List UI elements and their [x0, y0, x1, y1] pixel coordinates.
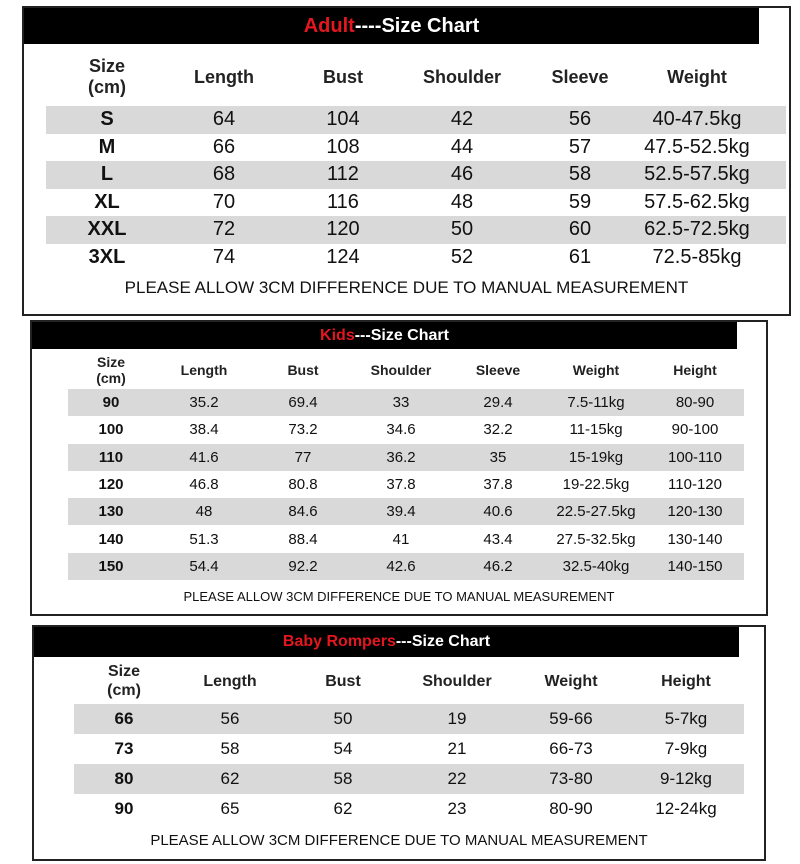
table-cell: 11-15kg — [569, 421, 623, 439]
table-cell: 65 — [220, 799, 240, 818]
header-size-label: Size — [88, 56, 126, 77]
table-cell: 29.4 — [483, 394, 513, 412]
table-cell: 100-110 — [668, 448, 722, 466]
table-cell: 56 — [568, 108, 592, 131]
adult-size-table — [46, 48, 786, 271]
size-cell: 73 — [114, 739, 134, 758]
size-cell: 90 — [102, 394, 120, 412]
table-cell: 32.5-40kg — [562, 557, 630, 575]
table-row — [46, 189, 786, 217]
table-cell: 59 — [568, 190, 592, 213]
table-cell: 77 — [294, 448, 312, 466]
table-body — [46, 106, 786, 271]
table-cell: 33 — [392, 394, 410, 412]
table-header-row — [68, 351, 744, 389]
header-sleeve: Sleeve — [551, 66, 609, 87]
table-cell: 36.2 — [386, 448, 416, 466]
header-length: Length — [203, 672, 257, 690]
header-size-label: Size — [96, 353, 125, 370]
table-cell: 61 — [568, 245, 592, 268]
header-shoulder: Shoulder — [422, 66, 501, 87]
table-body — [68, 389, 744, 580]
header-length: Length — [194, 66, 254, 87]
table-cell: 124 — [326, 245, 360, 268]
table-cell: 88.4 — [288, 530, 318, 548]
table-row — [68, 444, 744, 471]
size-cell: 150 — [98, 557, 124, 575]
header-weight: Weight — [572, 362, 620, 378]
header-bust: Bust — [323, 66, 363, 87]
table-cell: 68 — [212, 163, 236, 186]
table-cell: 42 — [450, 108, 474, 131]
table-cell: 51.3 — [189, 530, 219, 548]
table-row — [74, 704, 744, 734]
table-row — [68, 471, 744, 498]
table-cell: 60 — [568, 218, 592, 241]
table-cell: 19-22.5kg — [562, 476, 630, 494]
table-cell: 74 — [212, 245, 236, 268]
table-cell: 72.5-85kg — [652, 245, 742, 268]
table-cell: 35.2 — [189, 394, 219, 412]
baby-size-table — [74, 659, 744, 824]
size-cell: 80 — [114, 769, 134, 788]
table-cell: 52.5-57.5kg — [644, 163, 750, 186]
table-cell: 34.6 — [386, 421, 416, 439]
table-cell: 22.5-27.5kg — [556, 503, 636, 521]
size-cell: 140 — [98, 530, 124, 548]
baby-title-rest: ---Size Chart — [395, 633, 491, 650]
table-cell: 50 — [450, 218, 474, 241]
table-cell: 64 — [212, 108, 236, 131]
table-row — [74, 764, 744, 794]
table-row — [68, 389, 744, 416]
table-cell: 39.4 — [386, 503, 416, 521]
header-size — [68, 354, 154, 386]
table-cell: 48 — [195, 503, 213, 521]
table-cell: 37.8 — [483, 476, 513, 494]
table-cell: 41.6 — [189, 448, 219, 466]
size-cell: 130 — [98, 503, 124, 521]
table-cell: 52 — [450, 245, 474, 268]
measurement-note: PLEASE ALLOW 3CM DIFFERENCE DUE TO MANUAL MEASUREMENT — [150, 832, 648, 849]
table-cell: 66-73 — [549, 739, 593, 758]
table-body — [74, 704, 744, 824]
table-cell: 66 — [212, 135, 236, 158]
table-cell: 58 — [333, 769, 353, 788]
table-cell: 92.2 — [288, 557, 318, 575]
table-cell: 43.4 — [483, 530, 513, 548]
table-row — [74, 734, 744, 764]
header-weight: Weight — [544, 672, 598, 690]
baby-title-highlight: Baby Rompers — [282, 633, 396, 650]
size-cell: 66 — [114, 709, 134, 728]
table-cell: 80-90 — [549, 799, 593, 818]
table-cell: 58 — [568, 163, 592, 186]
header-height: Height — [673, 362, 717, 378]
header-sleeve: Sleeve — [475, 362, 521, 378]
adult-title-rest: ----Size Chart — [354, 15, 480, 37]
table-cell: 58 — [220, 739, 240, 758]
size-cell: 120 — [98, 476, 124, 494]
size-cell: S — [100, 108, 114, 131]
table-cell: 62 — [333, 799, 353, 818]
table-cell: 15-19kg — [568, 448, 624, 466]
table-row — [68, 498, 744, 525]
table-cell: 37.8 — [386, 476, 416, 494]
table-cell: 46.8 — [189, 476, 219, 494]
kids-size-chart — [30, 320, 768, 616]
table-cell: 130-140 — [667, 530, 723, 548]
header-weight: Weight — [667, 66, 727, 87]
table-cell: 70 — [212, 190, 236, 213]
table-cell: 108 — [326, 135, 360, 158]
table-cell: 47.5-52.5kg — [644, 135, 750, 158]
table-cell: 50 — [333, 709, 353, 728]
header-bust: Bust — [325, 672, 361, 690]
table-cell: 46.2 — [483, 557, 513, 575]
table-cell: 5-7kg — [664, 709, 708, 728]
table-cell: 7.5-11kg — [567, 394, 625, 412]
table-cell: 40-47.5kg — [652, 108, 742, 131]
table-cell: 104 — [326, 108, 360, 131]
header-size — [46, 56, 168, 97]
table-cell: 73.2 — [288, 421, 318, 439]
table-cell: 12-24kg — [655, 799, 717, 818]
table-cell: 69.4 — [288, 394, 318, 412]
table-cell: 54.4 — [189, 557, 219, 575]
header-size-label: Size — [107, 663, 140, 681]
header-size-unit: (cm) — [87, 77, 126, 97]
header-shoulder: Shoulder — [422, 672, 492, 690]
header-shoulder: Shoulder — [370, 362, 432, 378]
table-cell: 44 — [450, 135, 474, 158]
table-cell: 57 — [568, 135, 592, 158]
size-cell: 100 — [98, 421, 124, 439]
table-cell: 42.6 — [386, 557, 416, 575]
table-row — [74, 794, 744, 824]
table-cell: 46 — [450, 163, 474, 186]
table-cell: 48 — [450, 190, 474, 213]
table-cell: 22 — [447, 769, 467, 788]
table-cell: 41 — [392, 530, 410, 548]
size-cell: L — [100, 163, 114, 186]
table-cell: 57.5-62.5kg — [644, 190, 750, 213]
size-cell: 90 — [114, 799, 134, 818]
table-row — [68, 416, 744, 443]
table-cell: 73-80 — [549, 769, 593, 788]
table-cell: 90-100 — [671, 421, 719, 439]
size-cell: 3XL — [88, 245, 126, 268]
table-header-row — [74, 659, 744, 704]
table-cell: 110-120 — [668, 476, 722, 494]
table-cell: 9-12kg — [660, 769, 712, 788]
table-row — [46, 161, 786, 189]
size-cell: XXL — [87, 218, 127, 241]
kids-title-highlight: Kids — [320, 327, 355, 344]
table-row — [46, 244, 786, 272]
measurement-note: PLEASE ALLOW 3CM DIFFERENCE DUE TO MANUAL MEASUREMENT — [183, 589, 615, 604]
header-bust: Bust — [287, 362, 319, 378]
kids-title-rest: ---Size Chart — [354, 327, 449, 344]
table-cell: 7-9kg — [664, 739, 708, 758]
table-row — [46, 134, 786, 162]
table-cell: 112 — [327, 163, 359, 186]
table-header-row — [46, 48, 786, 106]
table-cell: 80.8 — [288, 476, 318, 494]
table-cell: 80-90 — [675, 394, 715, 412]
table-cell: 27.5-32.5kg — [556, 530, 636, 548]
header-size — [74, 663, 174, 700]
adult-chart-title — [24, 8, 759, 44]
table-row — [46, 216, 786, 244]
baby-rompers-size-chart — [32, 625, 766, 861]
table-cell: 59-66 — [549, 709, 593, 728]
size-cell: M — [98, 135, 116, 158]
table-cell: 19 — [447, 709, 467, 728]
table-cell: 116 — [327, 190, 359, 213]
table-cell: 140-150 — [667, 557, 723, 575]
header-length: Length — [180, 362, 228, 378]
header-size-unit: (cm) — [107, 681, 141, 699]
table-cell: 120 — [326, 218, 360, 241]
adult-size-chart — [22, 6, 791, 316]
table-cell: 21 — [447, 739, 467, 758]
kids-chart-title — [32, 322, 737, 349]
table-cell: 40.6 — [483, 503, 513, 521]
adult-title-highlight: Adult — [303, 15, 355, 37]
header-height: Height — [661, 672, 711, 690]
table-row — [68, 553, 744, 580]
table-cell: 84.6 — [288, 503, 318, 521]
table-cell: 56 — [220, 709, 240, 728]
table-cell: 38.4 — [189, 421, 219, 439]
measurement-note: PLEASE ALLOW 3CM DIFFERENCE DUE TO MANUAL MEASUREMENT — [124, 278, 689, 297]
table-cell: 72 — [212, 218, 236, 241]
table-cell: 35 — [489, 448, 507, 466]
table-cell: 62 — [220, 769, 240, 788]
table-cell: 54 — [333, 739, 353, 758]
table-cell: 62.5-72.5kg — [644, 218, 750, 241]
size-cell: 110 — [98, 448, 124, 466]
table-cell: 120-130 — [667, 503, 723, 521]
header-size-unit: (cm) — [96, 370, 126, 386]
table-row — [68, 525, 744, 552]
baby-chart-title — [34, 627, 739, 657]
size-cell: XL — [94, 190, 120, 213]
table-row — [46, 106, 786, 134]
kids-size-table — [68, 351, 744, 580]
table-cell: 23 — [447, 799, 467, 818]
table-cell: 32.2 — [483, 421, 513, 439]
